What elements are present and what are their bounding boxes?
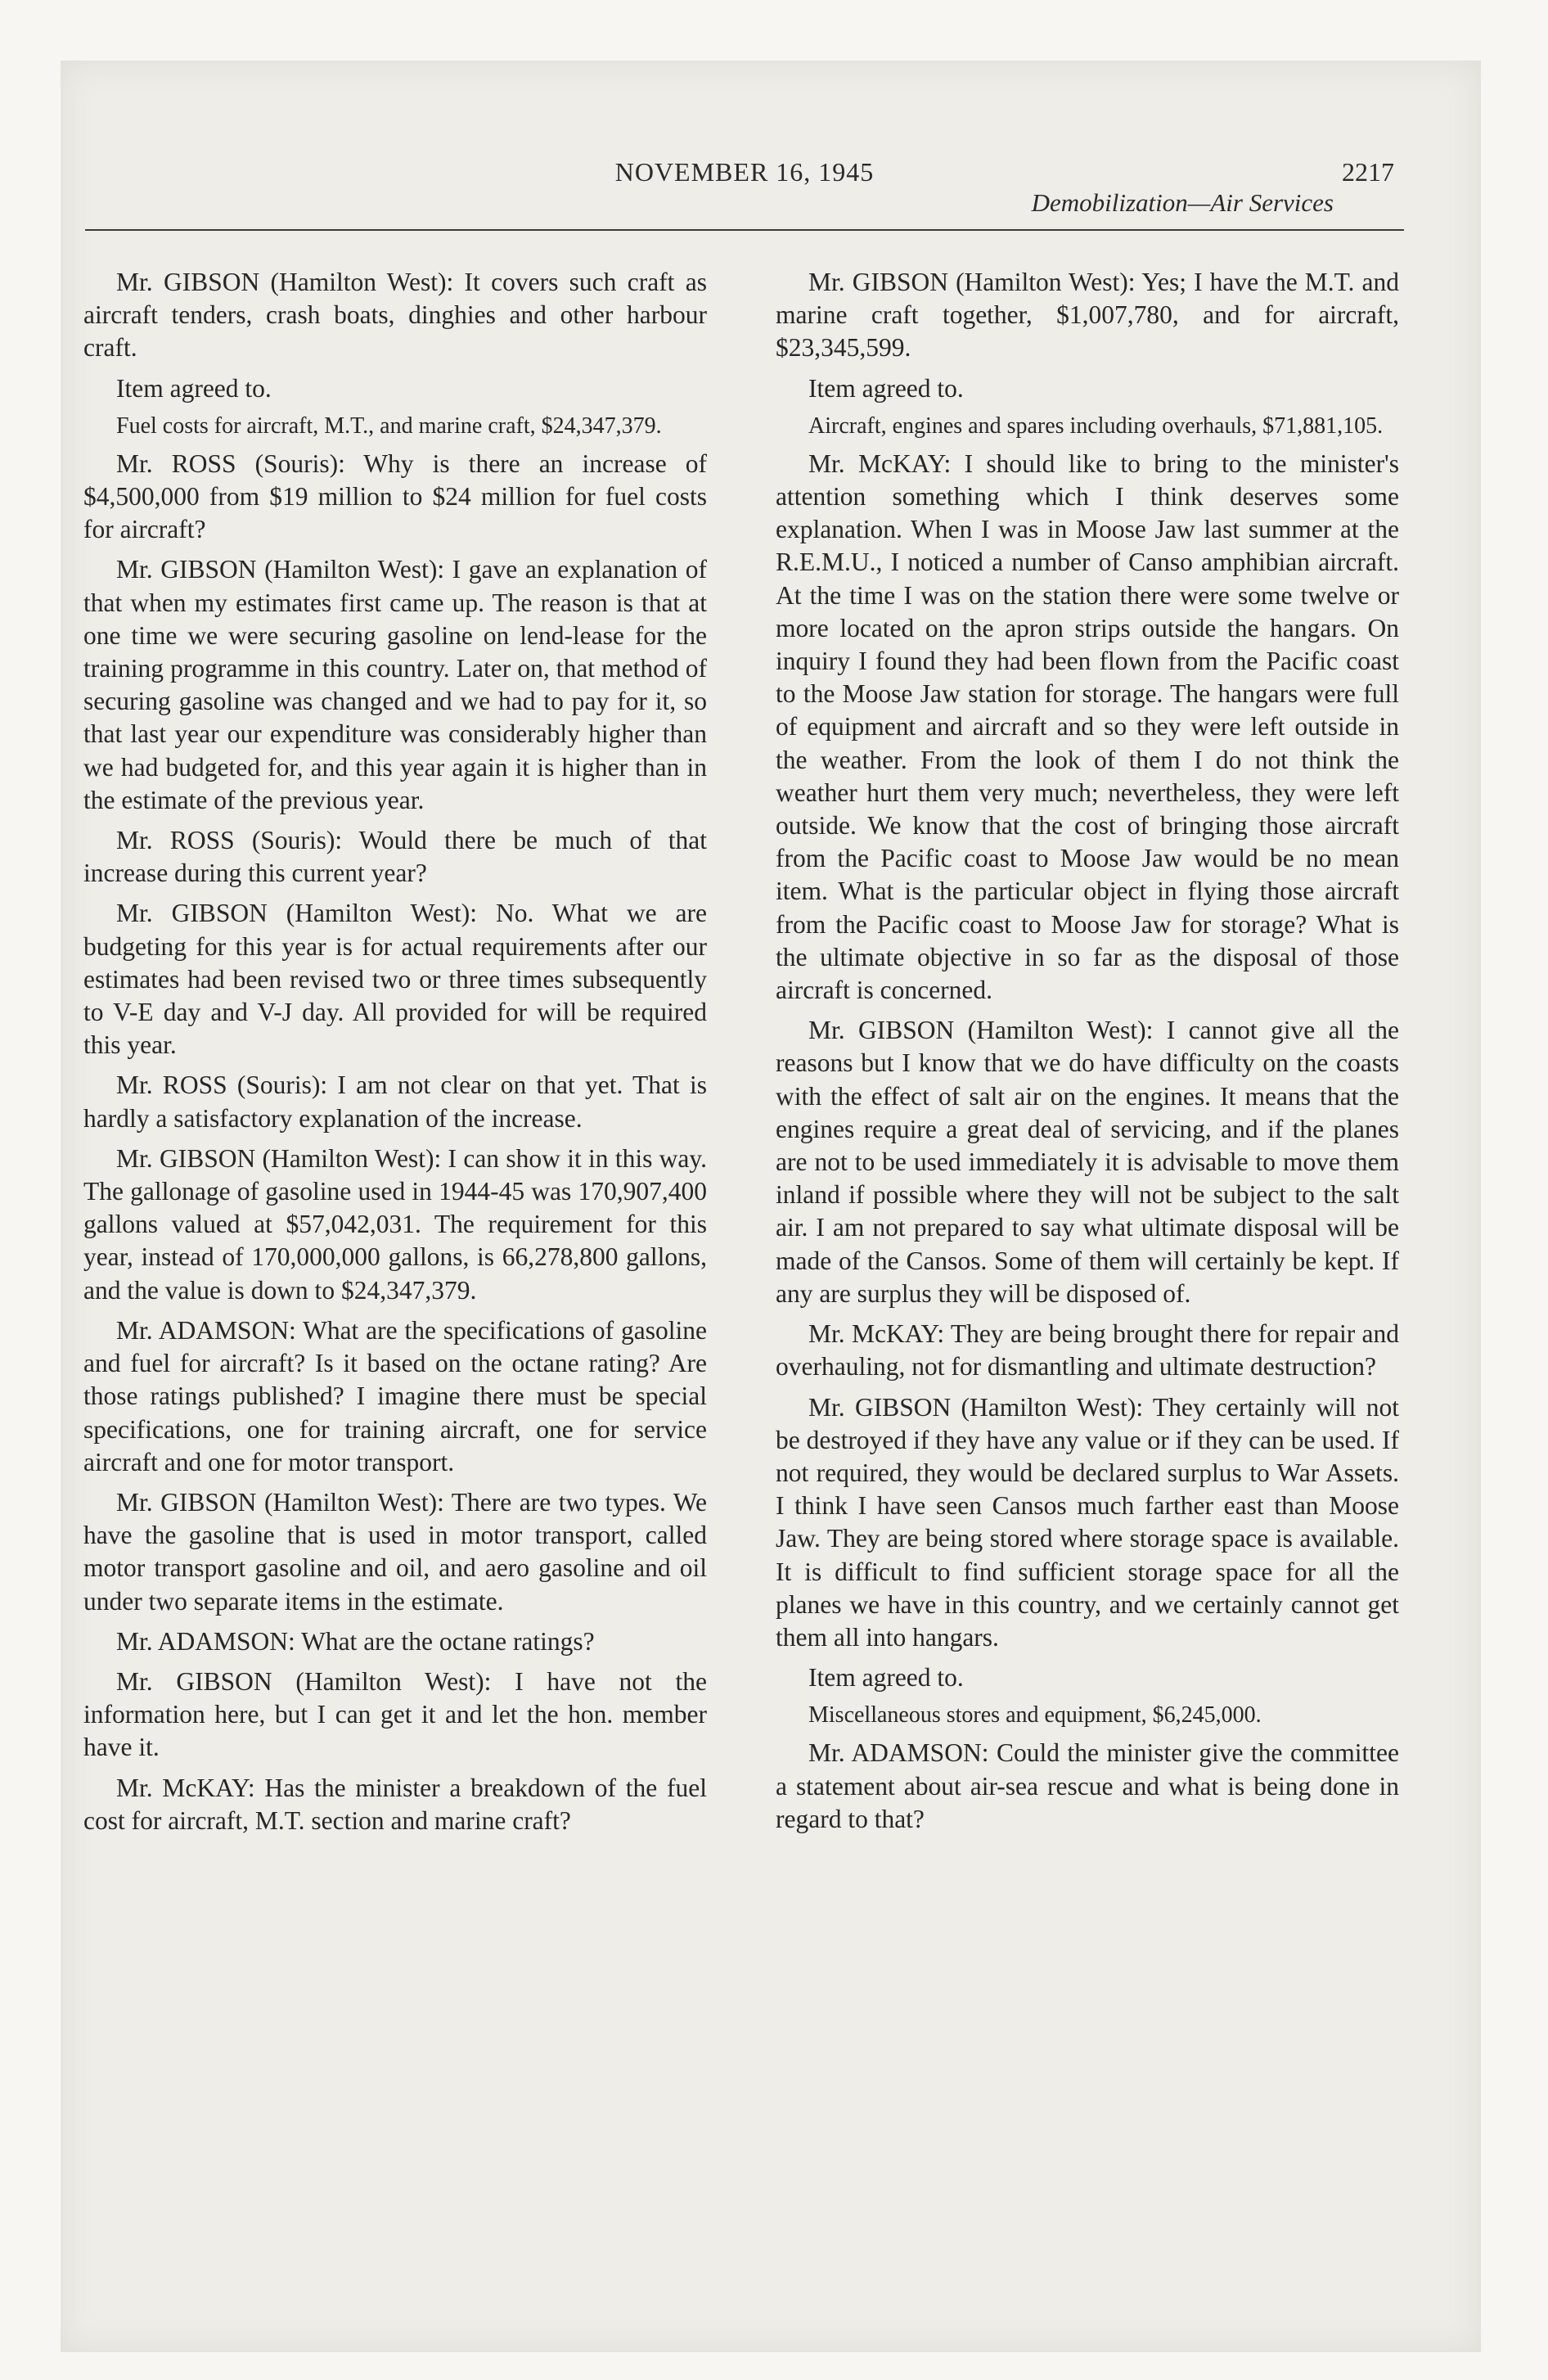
left-column bbox=[83, 266, 707, 1845]
page-header bbox=[82, 98, 1407, 221]
paragraph: Mr. GIBSON (Hamilton West): There are two types. We have the gasoline that is used in motor transport, called motor transport gasoline and oil, and aero gasoline and oil under two separate items in the estimate. bbox=[83, 1487, 707, 1616]
estimate-item: Fuel costs for aircraft, M.T., and marine craft, $24,347,379. bbox=[116, 412, 662, 439]
paragraph: Item agreed to. bbox=[808, 1663, 964, 1693]
paragraph: Mr. GIBSON (Hamilton West): They certainly will not be destroyed if they have any value or if they can be used. If not required, they would be declared surplus to War Assets. I think I have seen Cansos much farther east than Moose Jaw. They are being stored where storage space is available. It is difficult to find sufficient storage space for all the planes we have in this country, and we certainly cannot get them all into hangars. bbox=[776, 1392, 1399, 1652]
paragraph: Mr. GIBSON (Hamilton West): I can show it in this way. The gallonage of gasoline used in 1944-45 was 170,907,400 gallons valued at $57,042,031. The requirement for this year, instead of 170,000,000 gallons, is 66,278,800 gallons, and the value is down to $24,347,379. bbox=[83, 1143, 707, 1305]
estimate-item: Miscellaneous stores and equipment, $6,245,000. bbox=[808, 1702, 1262, 1729]
estimate-item: Aircraft, engines and spares including overhauls, $71,881,105. bbox=[808, 412, 1384, 439]
paragraph: Mr. GIBSON (Hamilton West): No. What we are budgeting for this year is for actual requirements after our estimates had been revised two or three times subsequently to V-E day and V-J day. All provided for will be required this year. bbox=[83, 899, 707, 1060]
paragraph: Item agreed to. bbox=[116, 373, 272, 403]
paragraph: Mr. GIBSON (Hamilton West): I cannot give all the reasons but I know that we do have difficulty on the coasts with the effect of salt air on the engines. It means that the engines require a great deal of servicing, and if the planes are not to be used immediately it is advisable to move them inland if possible where they will not be subject to the salt air. I am not prepared to say what ultimate disposal will be made of the Cansos. Some of them will certainly be kept. If any are surplus they will be disposed of. bbox=[776, 1016, 1399, 1308]
paragraph: Mr. ADAMSON: What are the octane ratings? bbox=[116, 1626, 595, 1656]
paragraph: Mr. GIBSON (Hamilton West): It covers such craft as aircraft tenders, crash boats, dinghies and other harbour craft. bbox=[83, 268, 707, 363]
paragraph: Mr. GIBSON (Hamilton West): I have not the information here, but I can get it and let the hon. member have it. bbox=[83, 1666, 707, 1762]
paragraph: Mr. ADAMSON: Could the minister give the committee a statement about air-sea rescue and what is being done in regard to that? bbox=[776, 1738, 1399, 1833]
paragraph: Mr. McKAY: I should like to bring to the minister's attention something which I think deserves some explanation. When I was in Moose Jaw last summer at the R.E.M.U., I noticed a number of Canso amphibian aircraft. At the time I was on the station there were some twelve or more located on the apron strips outside the hangars. On inquiry I found they had been flown from the Pacific coast to the Moose Jaw station for storage. The hangars were full of equipment and aircraft and so they were left outside in the weather. From the look of them I do not think the weather hurt them very much; nevertheless, they were left outside. We know that the cost of bringing those aircraft from the Pacific coast to Moose Jaw would be no mean item. What is the particular object in flying those aircraft from the Pacific coast to Moose Jaw for storage? What is the ultimate objective in so far as the disposal of those aircraft is concerned. bbox=[776, 449, 1399, 1005]
paragraph: Mr. ADAMSON: What are the specifications of gasoline and fuel for aircraft? Is it based on the octane rating? Are those ratings published? I imagine there must be special specifications, one for training aircraft, one for service aircraft and one for motor transport. bbox=[83, 1315, 707, 1476]
paragraph: Mr. GIBSON (Hamilton West): Yes; I have the M.T. and marine craft together, $1,007,780, and for aircraft, $23,345,599. bbox=[776, 268, 1399, 363]
paragraph: Mr. ROSS (Souris): I am not clear on that yet. That is hardly a satisfactory explanation of the increase. bbox=[83, 1071, 707, 1133]
paragraph: Mr. McKAY: They are being brought there for repair and overhauling, not for dismantling and ultimate destruction? bbox=[776, 1319, 1399, 1382]
page-number: 2217 bbox=[1342, 157, 1394, 187]
paragraph: Mr. ROSS (Souris): Why is there an increase of $4,500,000 from $19 million to $24 million for fuel costs for aircraft? bbox=[83, 449, 707, 544]
paragraph: Mr. GIBSON (Hamilton West): I gave an explanation of that when my estimates first came up. The reason is that at one time we were securing gasoline on lend-lease for the training programme in this country. Later on, that method of securing gasoline was changed and we had to pay for it, so that last year our expenditure was considerably higher than we had budgeted for, and this year again it is higher than in the estimate of the previous year. bbox=[83, 555, 707, 814]
header-rule bbox=[85, 229, 1404, 231]
header-date: NOVEMBER 16, 1945 bbox=[614, 157, 875, 187]
paragraph: Item agreed to. bbox=[808, 373, 964, 403]
paragraph: Mr. McKAY: Has the minister a breakdown of the fuel cost for aircraft, M.T. section and marine craft? bbox=[83, 1773, 707, 1835]
paragraph: Mr. ROSS (Souris): Would there be much of that increase during this current year? bbox=[83, 826, 707, 888]
right-column bbox=[776, 266, 1399, 1843]
section-title: Demobilization—Air Services bbox=[1031, 188, 1334, 217]
